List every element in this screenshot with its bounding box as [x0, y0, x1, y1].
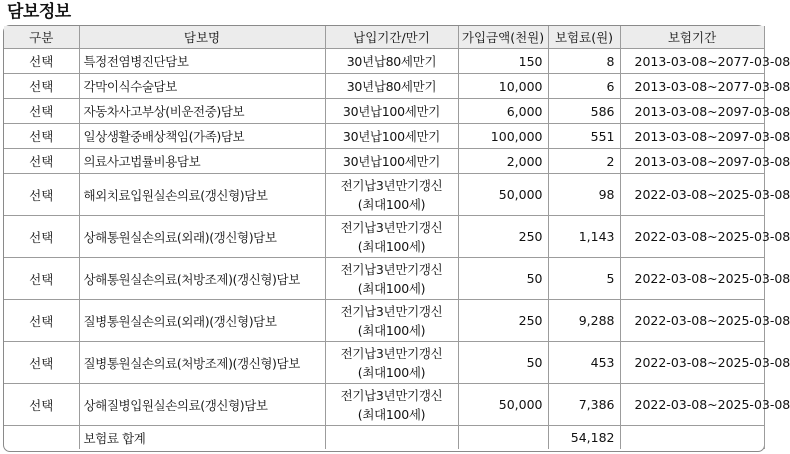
cell-premium: 6	[548, 74, 620, 99]
cell-payment-term	[325, 384, 458, 426]
cell-insurance-period: 2022-03-08~2025-03-08	[620, 216, 764, 258]
cell-insured-amount: 100,000	[458, 124, 548, 149]
header-gubun: 구분	[4, 26, 79, 49]
cell-insurance-period: 2013-03-08~2097-03-08	[620, 149, 764, 174]
cell-payment-term	[325, 49, 458, 74]
cell-insured-amount: 50,000	[458, 384, 548, 426]
coverage-table	[4, 26, 790, 449]
term-line-1: 전기납3년만기갱신	[340, 303, 443, 319]
term-line-1: 30년납100세만기	[342, 128, 441, 144]
table-row	[4, 74, 764, 99]
term-line-1: 전기납3년만기갱신	[340, 219, 443, 235]
table-row	[4, 149, 764, 174]
total-label: 보험료 합계	[79, 426, 325, 450]
table-row	[4, 258, 764, 300]
cell-insured-amount: 250	[458, 216, 548, 258]
cell-payment-term	[325, 149, 458, 174]
cell-gubun: 선택	[4, 49, 79, 74]
table-row	[4, 384, 764, 426]
cell-payment-term	[325, 99, 458, 124]
cell-premium: 98	[548, 174, 620, 216]
cell-payment-term	[325, 216, 458, 258]
cell-coverage-name: 질병통원실손의료(처방조제)(갱신형)담보	[79, 342, 325, 384]
cell-insured-amount: 10,000	[458, 74, 548, 99]
cell-insured-amount: 50,000	[458, 174, 548, 216]
cell-payment-term	[325, 74, 458, 99]
term-line-1: 전기납3년만기갱신	[340, 345, 443, 361]
cell-gubun: 선택	[4, 300, 79, 342]
cell-coverage-name: 자동차사고부상(비운전중)담보	[79, 99, 325, 124]
cell-insurance-period: 2022-03-08~2025-03-08	[620, 174, 764, 216]
total-empty-cell	[458, 426, 548, 450]
total-empty-cell	[325, 426, 458, 450]
term-line-1: 전기납3년만기갱신	[340, 261, 443, 277]
cell-insurance-period: 2013-03-08~2097-03-08	[620, 124, 764, 149]
total-row	[4, 426, 764, 450]
table-body	[4, 49, 790, 426]
cell-premium: 586	[548, 99, 620, 124]
cell-premium: 7,386	[548, 384, 620, 426]
section-title: 담보정보	[7, 2, 71, 22]
table-row	[4, 124, 764, 149]
cell-insured-amount: 50	[458, 258, 548, 300]
cell-gubun: 선택	[4, 74, 79, 99]
total-empty-cell	[620, 426, 764, 450]
cell-premium: 9,288	[548, 300, 620, 342]
term-line-1: 30년납80세만기	[346, 78, 437, 94]
cell-insured-amount: 250	[458, 300, 548, 342]
table-row	[4, 174, 764, 216]
table-header-row	[4, 26, 764, 49]
cell-gubun: 선택	[4, 174, 79, 216]
cell-coverage-name: 의료사고법률비용담보	[79, 149, 325, 174]
cell-payment-term	[325, 174, 458, 216]
cell-gubun: 선택	[4, 99, 79, 124]
table-row	[4, 342, 764, 384]
term-line-2: (최대100세)	[357, 238, 426, 254]
cell-coverage-name: 상해통원실손의료(처방조제)(갱신형)담보	[79, 258, 325, 300]
cell-coverage-name: 각막이식수술담보	[79, 74, 325, 99]
table-row	[4, 49, 764, 74]
cell-gubun: 선택	[4, 149, 79, 174]
cell-premium: 8	[548, 49, 620, 74]
cell-insurance-period: 2013-03-08~2077-03-08	[620, 49, 764, 74]
term-line-1: 30년납80세만기	[346, 53, 437, 69]
cell-gubun: 선택	[4, 124, 79, 149]
cell-premium: 2	[548, 149, 620, 174]
table-row	[4, 300, 764, 342]
cell-insurance-period: 2022-03-08~2025-03-08	[620, 342, 764, 384]
cell-insured-amount: 6,000	[458, 99, 548, 124]
cell-insured-amount: 2,000	[458, 149, 548, 174]
cell-coverage-name: 해외치료입원실손의료(갱신형)담보	[79, 174, 325, 216]
cell-gubun: 선택	[4, 384, 79, 426]
header-insurance-period: 보험기간	[620, 26, 764, 49]
coverage-table-container	[3, 25, 790, 452]
cell-payment-term	[325, 124, 458, 149]
cell-coverage-name: 질병통원실손의료(외래)(갱신형)담보	[79, 300, 325, 342]
cell-insurance-period: 2022-03-08~2025-03-08	[620, 384, 764, 426]
cell-payment-term	[325, 258, 458, 300]
cell-insured-amount: 150	[458, 49, 548, 74]
term-line-1: 30년납100세만기	[342, 103, 441, 119]
term-line-1: 전기납3년만기갱신	[340, 387, 443, 403]
term-line-2: (최대100세)	[357, 322, 426, 338]
cell-gubun: 선택	[4, 216, 79, 258]
cell-insurance-period: 2013-03-08~2097-03-08	[620, 99, 764, 124]
table-row	[4, 216, 764, 258]
cell-insurance-period: 2013-03-08~2077-03-08	[620, 74, 764, 99]
term-line-2: (최대100세)	[357, 406, 426, 422]
total-empty-cell	[4, 426, 79, 450]
term-line-2: (최대100세)	[357, 280, 426, 296]
cell-insurance-period: 2022-03-08~2025-03-08	[620, 258, 764, 300]
cell-payment-term	[325, 300, 458, 342]
cell-premium: 551	[548, 124, 620, 149]
cell-coverage-name: 일상생활중배상책임(가족)담보	[79, 124, 325, 149]
cell-premium: 453	[548, 342, 620, 384]
cell-coverage-name: 상해질병입원실손의료(갱신형)담보	[79, 384, 325, 426]
cell-coverage-name: 상해통원실손의료(외래)(갱신형)담보	[79, 216, 325, 258]
header-coverage-name: 담보명	[79, 26, 325, 49]
cell-payment-term	[325, 342, 458, 384]
term-line-2: (최대100세)	[357, 364, 426, 380]
cell-coverage-name: 특정전염병진단담보	[79, 49, 325, 74]
cell-insured-amount: 50	[458, 342, 548, 384]
header-payment-term: 납입기간/만기	[325, 26, 458, 49]
term-line-2: (최대100세)	[357, 196, 426, 212]
header-insured-amount: 가입금액(천원)	[458, 26, 548, 49]
cell-gubun: 선택	[4, 258, 79, 300]
cell-premium: 5	[548, 258, 620, 300]
total-premium: 54,182	[548, 426, 620, 450]
header-premium: 보험료(원)	[548, 26, 620, 49]
term-line-1: 30년납100세만기	[342, 153, 441, 169]
cell-premium: 1,143	[548, 216, 620, 258]
cell-insurance-period: 2022-03-08~2025-03-08	[620, 300, 764, 342]
cell-gubun: 선택	[4, 342, 79, 384]
table-row	[4, 99, 764, 124]
term-line-1: 전기납3년만기갱신	[340, 177, 443, 193]
